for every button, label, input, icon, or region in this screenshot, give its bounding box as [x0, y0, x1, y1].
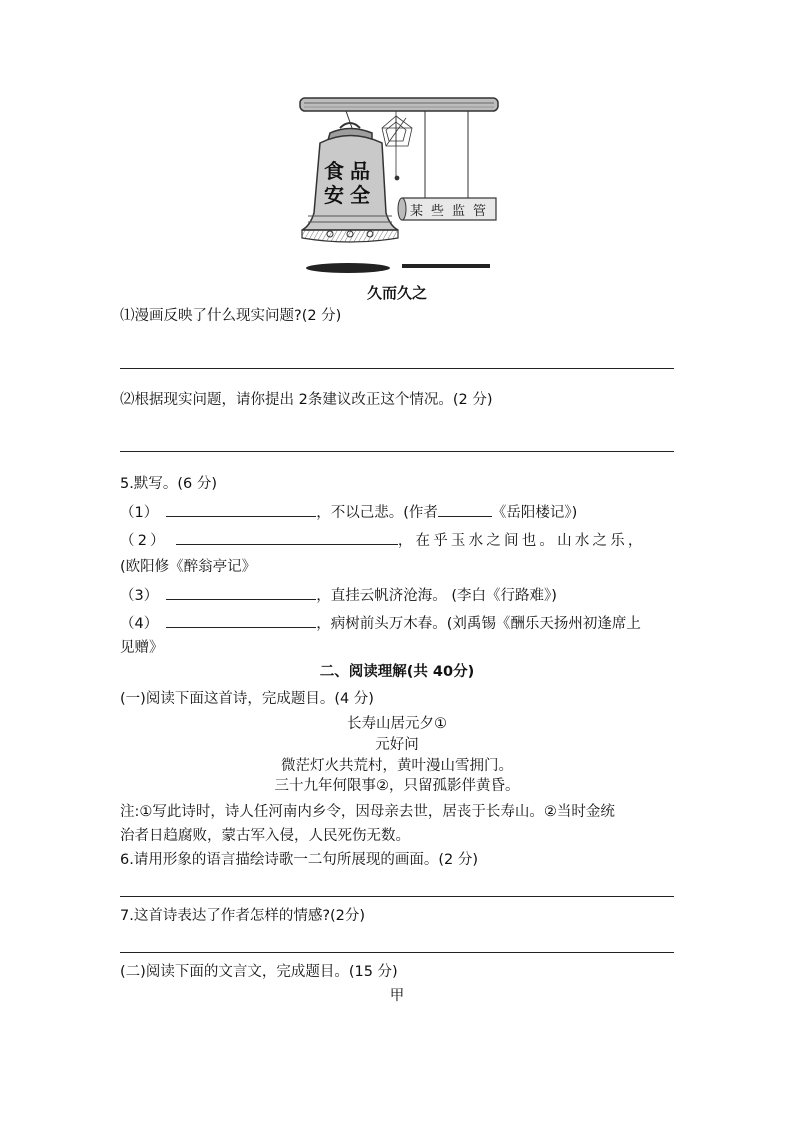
poem-note-2: 治者日趋腐败，蒙古军入侵，人民死伤无数。 — [120, 828, 410, 844]
item-number: （1） — [120, 505, 159, 521]
fill-blank[interactable] — [166, 502, 316, 517]
cartoon-illustration — [290, 88, 505, 310]
question-4-1: ⑴漫画反映了什么现实问题?(2 分) — [120, 308, 342, 324]
bell-char-1: 食 — [324, 159, 344, 183]
recite-text: ，病树前头万木春。(刘禹锡《酬乐天扬州初逢席上 — [316, 616, 641, 632]
ground-line — [402, 264, 490, 268]
poem-line-1: 微茫灯火共荒村，黄叶漫山雪拥门。 — [281, 758, 513, 774]
answer-line[interactable] — [120, 451, 674, 452]
scroll-char-2: 些 — [431, 204, 445, 219]
spider-web-icon — [382, 111, 412, 180]
poem-title: 长寿山居元夕① — [347, 716, 447, 732]
bell-icon — [302, 123, 398, 242]
recite-text: ，不以己悲。(作者 — [316, 505, 438, 521]
question-6: 6.请用形象的语言描绘诗歌一二句所展现的画面。(2 分) — [120, 852, 478, 868]
recite-line-1 — [120, 502, 577, 523]
poem-note-1: 注:①写此诗时，诗人任河南内乡令，因母亲去世，居丧于长寿山。②当时金统 — [120, 804, 615, 820]
fill-blank[interactable] — [166, 613, 316, 628]
question-4-2: ⑵根据现实问题，请你提出 2条建议改正这个情况。(2 分) — [120, 392, 493, 408]
recite-text: ，直挂云帆济沧海。 (李白《行路难》) — [316, 588, 557, 604]
item-number: （2） — [120, 533, 168, 549]
answer-line[interactable] — [120, 896, 674, 897]
question-5-title: 5.默写。(6 分) — [120, 476, 217, 492]
fill-blank[interactable] — [166, 585, 316, 600]
part-2-intro: (二)阅读下面的文言文，完成题目。(15 分) — [120, 964, 398, 980]
section-title: 二、阅读理解(共 40分) — [319, 664, 475, 680]
answer-line[interactable] — [120, 952, 674, 953]
item-number: （4） — [120, 616, 159, 632]
bell-char-2: 品 — [350, 159, 370, 183]
fill-blank[interactable] — [438, 502, 492, 517]
wooden-beam — [300, 98, 498, 111]
poem-line-2: 三十九年何限事②，只留孤影伴黄昏。 — [274, 778, 520, 794]
part-1-intro: (一)阅读下面这首诗，完成题目。(4 分) — [120, 691, 374, 707]
scroll-char-3: 监 — [452, 204, 466, 219]
question-7: 7.这首诗表达了作者怎样的情感?(2分) — [120, 908, 366, 924]
answer-line[interactable] — [120, 368, 674, 369]
recite-line-4-cont: 见赠》 — [120, 640, 164, 656]
item-number: （3） — [120, 588, 159, 604]
bell-char-3: 安 — [324, 183, 344, 207]
passage-heading: 甲 — [389, 988, 405, 1004]
scroll-char-4: 管 — [473, 204, 487, 219]
scroll-banner — [398, 198, 496, 220]
recite-line-3 — [120, 585, 557, 606]
scroll-char-1: 某 — [410, 204, 424, 219]
bell-shadow — [306, 263, 390, 273]
recite-text: 《岳阳楼记》) — [491, 505, 578, 521]
recite-text: ，在乎玉水之间也。山水之乐， — [397, 533, 646, 549]
recite-line-2-cont: (欧阳修《醉翁亭记》 — [120, 559, 257, 575]
poem-author: 元好问 — [375, 737, 419, 753]
recite-line-4 — [120, 613, 641, 634]
fill-blank[interactable] — [176, 530, 398, 545]
cartoon-caption: 久而久之 — [366, 284, 428, 302]
bell-char-4: 全 — [350, 183, 370, 207]
recite-line-2 — [120, 530, 646, 551]
